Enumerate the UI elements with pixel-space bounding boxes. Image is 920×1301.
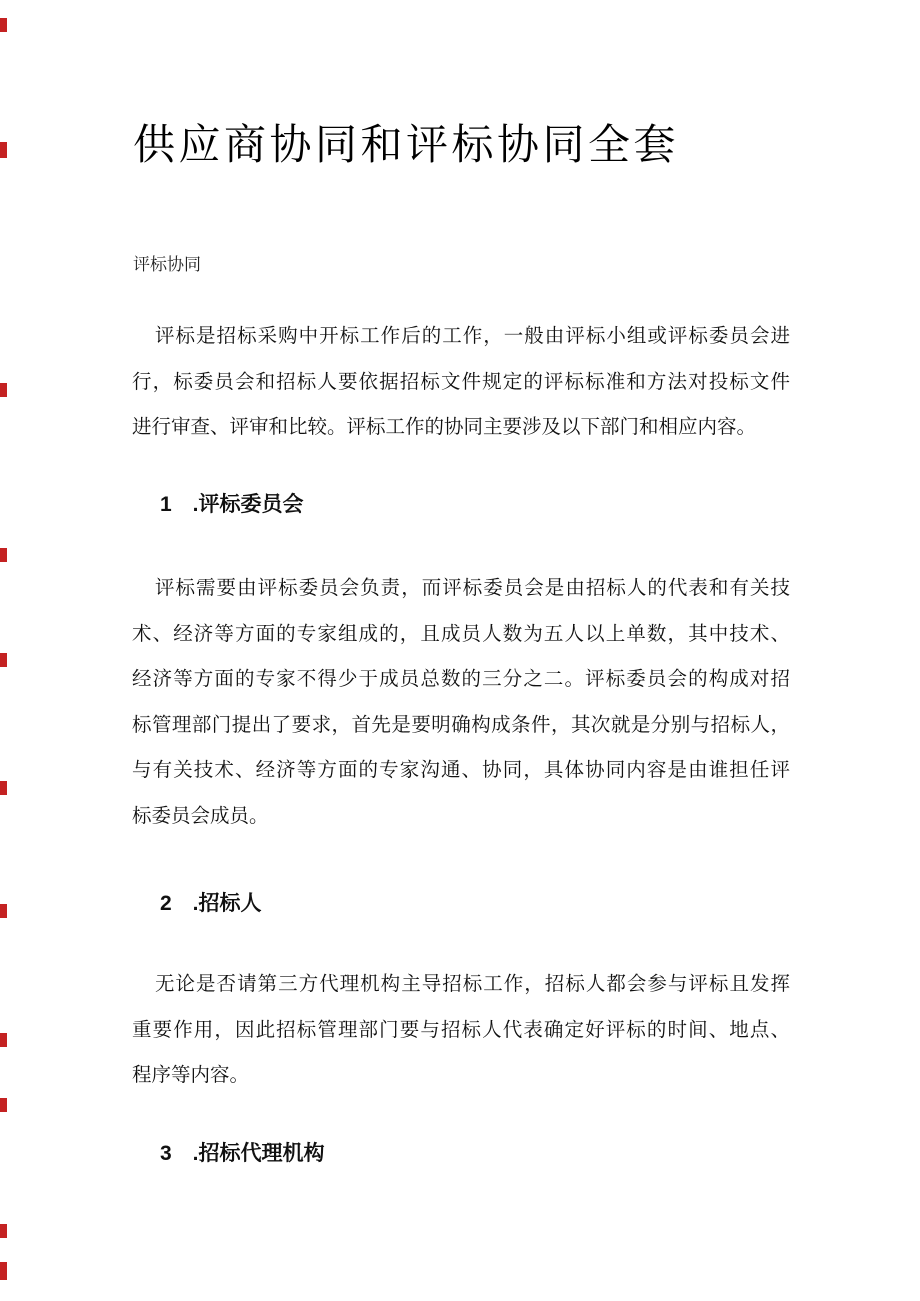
edge-mark [0,653,7,667]
paragraph-line: 评标是招标采购中开标工作后的工作，一般由评标小组或评标委员会进 [155,325,790,347]
paragraph-line: 术、经济等方面的专家组成的，且成员人数为五人以上单数，其中技术、 [132,622,790,645]
edge-mark [0,142,7,158]
edge-mark [0,548,7,562]
heading-tenderer: 2 .招标人 [160,892,262,915]
paragraph-line: 行，标委员会和招标人要依据招标文件规定的评标标准和方法对投标文件 [132,370,790,393]
section-label: 评标协同 [133,255,201,274]
paragraph [132,314,790,451]
paragraph-line: 标委员会成员。 [132,804,269,827]
paragraph [132,962,790,1099]
paragraph-line: 进行审查、评审和比较。评标工作的协同主要涉及以下部门和相应内容。 [132,416,757,438]
edge-mark [0,383,7,397]
edge-mark [0,1098,7,1112]
edge-mark [0,1033,7,1047]
document-title: 供应商协同和评标协同全套 [133,123,680,169]
heading-tender-agency: 3 .招标代理机构 [160,1142,325,1165]
paragraph-line: 评标需要由评标委员会负责，而评标委员会是由招标人的代表和有关技 [155,577,790,599]
paragraph-line: 标管理部门提出了要求，首先是要明确构成条件，其次就是分别与招标人， [132,713,790,736]
edge-mark [0,904,7,918]
paragraph-line: 经济等方面的专家不得少于成员总数的三分之二。评标委员会的构成对招 [132,668,790,690]
edge-mark [0,1262,7,1280]
edge-mark [0,18,7,32]
paragraph-line: 重要作用，因此招标管理部门要与招标人代表确定好评标的时间、地点、 [132,1018,790,1041]
paragraph-line: 程序等内容。 [132,1064,250,1086]
paragraph-line: 无论是否请第三方代理机构主导招标工作，招标人都会参与评标且发挥 [155,973,790,995]
edge-mark [0,1224,7,1238]
paragraph-line: 与有关技术、经济等方面的专家沟通、协同，具体协同内容是由谁担任评 [132,759,790,781]
paragraph [132,566,790,839]
edge-mark [0,781,7,795]
heading-evaluation-committee: 1 .评标委员会 [160,493,304,516]
